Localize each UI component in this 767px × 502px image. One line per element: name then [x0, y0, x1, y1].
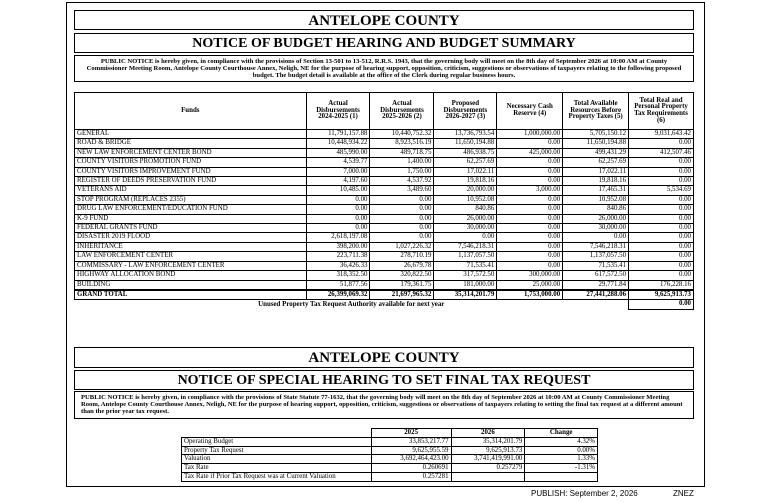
value-cell: 3,489.60 — [370, 186, 434, 195]
budget-header-row — [75, 93, 694, 130]
value-cell: 0.00 — [629, 271, 694, 280]
fund-name-cell: DRUG LAW ENFORCEMENT/EDUCATION FUND — [75, 205, 307, 214]
value-cell: 320,822.50 — [370, 271, 434, 280]
value-cell: 10,448,934.22 — [306, 139, 370, 148]
county-title-2: ANTELOPE COUNTY — [74, 347, 694, 368]
value-cell: 51,877.56 — [306, 280, 370, 290]
value-cell: 0.00 — [497, 214, 563, 223]
value-cell: 840.86 — [434, 205, 497, 214]
budget-body — [75, 130, 694, 310]
value-cell: 71,535.41 — [563, 261, 629, 270]
value-cell: 11,650,194.88 — [563, 139, 629, 148]
grand-total-value: 27,441,288.06 — [563, 290, 629, 300]
tax-value-cell: 9,625,955.59 — [371, 446, 451, 455]
value-cell: 5,705,150.12 — [563, 130, 629, 139]
value-cell: 0.00 — [497, 139, 563, 148]
fund-name-cell: ROAD & BRIDGE — [75, 139, 307, 148]
value-cell: 25,000.00 — [497, 280, 563, 290]
tax-row — [182, 446, 598, 455]
value-cell: 4,197.60 — [306, 177, 370, 186]
fund-name-cell: COUNTY VISITORS PROMOTION FUND — [75, 158, 307, 167]
value-cell: 412,507.46 — [629, 148, 694, 157]
value-cell: 0.00 — [629, 233, 694, 242]
value-cell: 0.00 — [497, 205, 563, 214]
value-cell: 13,736,793.54 — [434, 130, 497, 139]
value-cell: 425,000.00 — [497, 148, 563, 157]
value-cell: 0.00 — [497, 224, 563, 233]
value-cell: 278,710.19 — [370, 252, 434, 261]
value-cell: 485,990.00 — [306, 148, 370, 157]
unused-authority-label: Unused Property Tax Request Authority available for next year — [258, 300, 445, 308]
value-cell: 0.00 — [497, 167, 563, 176]
value-cell: 4,539.77 — [306, 158, 370, 167]
value-cell: 2,618,197.08 — [306, 233, 370, 242]
table-row — [75, 205, 694, 214]
table-row — [75, 242, 694, 251]
value-cell: 223,711.38 — [306, 252, 370, 261]
table-row — [75, 195, 694, 204]
fund-name-cell: STOP PROGRAM (REPLACES 2355) — [75, 195, 307, 204]
tax-value-cell: -1.31% — [525, 464, 598, 473]
value-cell: 7,546,218.31 — [563, 242, 629, 251]
value-cell: 0.00 — [306, 214, 370, 223]
budget-hearing-notice — [74, 55, 694, 82]
tax-value-cell: 1.33% — [525, 455, 598, 464]
table-row — [75, 167, 694, 176]
tax-header-row — [182, 429, 598, 438]
value-cell: 8,923,516.19 — [370, 139, 434, 148]
tax-value-cell: 0.260691 — [371, 464, 451, 473]
special-hearing-heading: NOTICE OF SPECIAL HEARING TO SET FINAL TAX REQUEST — [74, 370, 694, 390]
table-row — [75, 252, 694, 261]
value-cell: 0.00 — [434, 233, 497, 242]
value-cell: 26,000.00 — [434, 214, 497, 223]
tax-value-cell: 0.00% — [525, 446, 598, 455]
value-cell: 62,257.69 — [434, 158, 497, 167]
value-cell: 20,000.00 — [434, 186, 497, 195]
notice-lead: PUBLIC NOTICE — [100, 58, 154, 65]
value-cell: 317,572.50 — [434, 271, 497, 280]
tax-value-cell: 3,741,419,991.00 — [451, 455, 525, 464]
tax-label-cell: Property Tax Request — [182, 446, 372, 455]
county-title: ANTELOPE COUNTY — [74, 10, 694, 30]
header-funds: Funds — [75, 93, 307, 130]
value-cell: 398,200.00 — [306, 242, 370, 251]
value-cell: 7,546,218.31 — [434, 242, 497, 251]
value-cell: 0.00 — [497, 252, 563, 261]
value-cell: 7,000.00 — [306, 167, 370, 176]
value-cell: 0.00 — [629, 242, 694, 251]
fund-name-cell: INHERITANCE — [75, 242, 307, 251]
value-cell: 0.00 — [370, 205, 434, 214]
table-row — [75, 130, 694, 139]
table-row — [75, 224, 694, 233]
fund-name-cell: BUILDING — [75, 280, 307, 290]
value-cell: 0.00 — [563, 233, 629, 242]
value-cell: 840.86 — [563, 205, 629, 214]
tax-value-cell: 35,314,201.79 — [451, 437, 525, 446]
tax-value-cell: 33,853,217.77 — [371, 437, 451, 446]
tax-label-cell: Tax Rate if Prior Tax Request was at Current Valuation — [182, 472, 372, 481]
value-cell: 499,431.29 — [563, 148, 629, 157]
value-cell: 181,000.00 — [434, 280, 497, 290]
value-cell: 10,952.08 — [563, 195, 629, 204]
value-cell: 0.00 — [497, 195, 563, 204]
value-cell: 0.00 — [306, 195, 370, 204]
value-cell: 26,679.78 — [370, 261, 434, 270]
publish-date: PUBLISH: September 2, 2026 — [531, 489, 638, 498]
value-cell: 17,465.31 — [563, 186, 629, 195]
header-actual-2025-2026: Actual Disbursements 2025-2026 (2) — [370, 93, 434, 130]
value-cell: 1,000,000.00 — [497, 130, 563, 139]
value-cell: 0.00 — [629, 205, 694, 214]
publication-code: ZNEZ — [673, 489, 694, 498]
table-row — [75, 233, 694, 242]
grand-total-value: 1,753,000.00 — [497, 290, 563, 300]
header-total-resources: Total Available Resources Before Property Taxes (5) — [563, 93, 629, 130]
value-cell: 0.00 — [370, 214, 434, 223]
table-row — [75, 139, 694, 148]
tax-row — [182, 472, 598, 481]
tax-value-cell: 9,625,913.73 — [451, 446, 525, 455]
header-proposed-2026-2027: Proposed Disbursements 2026-2027 (3) — [434, 93, 497, 130]
value-cell: 0.00 — [370, 224, 434, 233]
value-cell: 17,022.11 — [434, 167, 497, 176]
value-cell: 0.00 — [629, 177, 694, 186]
value-cell: 26,000.00 — [563, 214, 629, 223]
fund-name-cell: REGISTER OF DEEDS PRESERVATION FUND — [75, 177, 307, 186]
notice-body: is hereby given, in compliance with the provisions of Section 13-501 to 13-512, R.R.S. 1943, that the governing body will meet on the 8th day of September 2026 at 10:00 AM at County Commissioner Meeting Room, Antelope County Courthouse Annex, Neligh, NE for the purpose of hearing support, opposition, criticism, suggestions or observations of taxpayers relating to the following proposed budget. The budget detail is available at the office of the Clerk during regular business hours. — [86, 58, 682, 80]
fund-name-cell: LAW ENFORCEMENT CENTER — [75, 252, 307, 261]
grand-total-value: 35,314,201.79 — [434, 290, 497, 300]
tax-value-cell — [525, 472, 598, 481]
table-row — [75, 177, 694, 186]
tax-header-change: Change — [525, 429, 598, 438]
value-cell: 0.00 — [497, 261, 563, 270]
fund-name-cell: HIGHWAY ALLOCATION BOND — [75, 271, 307, 280]
value-cell: 0.00 — [629, 158, 694, 167]
fund-name-cell: DISASTER 2019 FLOOD — [75, 233, 307, 242]
value-cell: 0.00 — [306, 205, 370, 214]
table-row — [75, 261, 694, 270]
budget-hearing-heading: NOTICE OF BUDGET HEARING AND BUDGET SUMMARY — [74, 33, 694, 53]
value-cell: 179,361.75 — [370, 280, 434, 290]
tax-value-cell: 3,692,464,423.00 — [371, 455, 451, 464]
value-cell: 318,352.50 — [306, 271, 370, 280]
tax-label-cell: Tax Rate — [182, 464, 372, 473]
value-cell: 0.00 — [629, 214, 694, 223]
value-cell: 30,000.00 — [434, 224, 497, 233]
value-cell: 36,426.33 — [306, 261, 370, 270]
value-cell: 300,000.00 — [497, 271, 563, 280]
value-cell: 617,572.50 — [563, 271, 629, 280]
unused-authority-row — [75, 300, 694, 309]
value-cell: 10,952.08 — [434, 195, 497, 204]
value-cell: 1,137,057.50 — [434, 252, 497, 261]
value-cell: 0.00 — [497, 233, 563, 242]
tax-value-cell: 0.257279 — [451, 464, 525, 473]
value-cell: 0.00 — [629, 139, 694, 148]
value-cell: 71,535.41 — [434, 261, 497, 270]
tax-value-cell: 4.32% — [525, 437, 598, 446]
fund-name-cell: COMMISSARY - LAW ENFORCEMENT CENTER — [75, 261, 307, 270]
table-row — [75, 280, 694, 290]
value-cell: 0.00 — [497, 177, 563, 186]
value-cell: 5,534.69 — [629, 186, 694, 195]
fund-name-cell: COUNTY VISITORS IMPROVEMENT FUND — [75, 167, 307, 176]
grand-total-value: 26,399,069.32 — [306, 290, 370, 300]
header-cash-reserve: Necessary Cash Reserve (4) — [497, 93, 563, 130]
value-cell: 62,257.69 — [563, 158, 629, 167]
value-cell: 0.00 — [629, 261, 694, 270]
value-cell: 1,750.00 — [370, 167, 434, 176]
value-cell: 489,718.75 — [370, 148, 434, 157]
notice-lead-2: PUBLIC NOTICE — [81, 394, 134, 401]
header-tax-requirements: Total Real and Personal Property Tax Requirements (6) — [629, 93, 694, 130]
grand-total-row — [75, 290, 694, 300]
value-cell: 486,938.75 — [434, 148, 497, 157]
value-cell: 19,818.16 — [434, 177, 497, 186]
table-row — [75, 148, 694, 157]
value-cell: 0.00 — [629, 167, 694, 176]
table-row — [75, 186, 694, 195]
tax-value-cell — [451, 472, 525, 481]
value-cell: 3,000.00 — [497, 186, 563, 195]
value-cell: 0.00 — [629, 224, 694, 233]
value-cell: 1,027,226.32 — [370, 242, 434, 251]
tax-request-table — [181, 428, 598, 482]
grand-total-label: GRAND TOTAL — [75, 290, 307, 300]
value-cell: 0.00 — [629, 252, 694, 261]
fund-name-cell: NEW LAW ENFORCEMENT CENTER BOND — [75, 148, 307, 157]
tax-value-cell: 0.257281 — [371, 472, 451, 481]
value-cell: 17,022.11 — [563, 167, 629, 176]
value-cell: 10,440,752.32 — [370, 130, 434, 139]
budget-summary-table — [74, 92, 694, 310]
notice-body-2: is hereby given, in compliance with the provisions of State Statute 77-1632, that the governing body will meet on the 8th day of September 2026 at 10:00 AM at County Commissioner Meeting Room, Antelope County Courthouse Annex, Neligh, NE for the purpose of hearing support, opposition, criticism, suggestions or observations of taxpayers relating to setting the final tax request at a different amount than the prior year tax request. — [81, 394, 683, 416]
fund-name-cell: GENERAL — [75, 130, 307, 139]
fund-name-cell: FEDERAL GRANTS FUND — [75, 224, 307, 233]
tax-header-2025: 2025 — [371, 429, 451, 438]
tax-label-cell: Valuation — [182, 455, 372, 464]
value-cell: 1,400.00 — [370, 158, 434, 167]
value-cell: 19,818.16 — [563, 177, 629, 186]
tax-body — [182, 437, 598, 481]
tax-header-blank — [182, 429, 372, 438]
tax-row — [182, 464, 598, 473]
value-cell: 30,000.00 — [563, 224, 629, 233]
value-cell: 0.00 — [629, 195, 694, 204]
value-cell: 0.00 — [370, 233, 434, 242]
value-cell: 0.00 — [497, 158, 563, 167]
table-row — [75, 271, 694, 280]
value-cell: 10,485.00 — [306, 186, 370, 195]
tax-header-2026: 2026 — [451, 429, 525, 438]
value-cell: 4,537.92 — [370, 177, 434, 186]
value-cell: 29,771.84 — [563, 280, 629, 290]
value-cell: 0.00 — [306, 224, 370, 233]
tax-row — [182, 437, 598, 446]
header-actual-2024-2025: Actual Disbursements 2024-2025 (1) — [306, 93, 370, 130]
tax-label-cell: Operating Budget — [182, 437, 372, 446]
special-hearing-notice — [74, 391, 694, 419]
value-cell: 11,650,194.88 — [434, 139, 497, 148]
table-row — [75, 214, 694, 223]
value-cell: 9,031,643.42 — [629, 130, 694, 139]
tax-row — [182, 455, 598, 464]
value-cell: 1,137,057.50 — [563, 252, 629, 261]
table-row — [75, 158, 694, 167]
fund-name-cell: VETERANS AID — [75, 186, 307, 195]
value-cell: 11,791,157.88 — [306, 130, 370, 139]
unused-authority-value: 0.00 — [629, 300, 694, 309]
value-cell: 0.00 — [497, 242, 563, 251]
value-cell: 0.00 — [370, 195, 434, 204]
grand-total-value: 9,625,913.73 — [629, 290, 694, 300]
fund-name-cell: K-9 FUND — [75, 214, 307, 223]
value-cell: 176,228.16 — [629, 280, 694, 290]
grand-total-value: 21,697,965.32 — [370, 290, 434, 300]
